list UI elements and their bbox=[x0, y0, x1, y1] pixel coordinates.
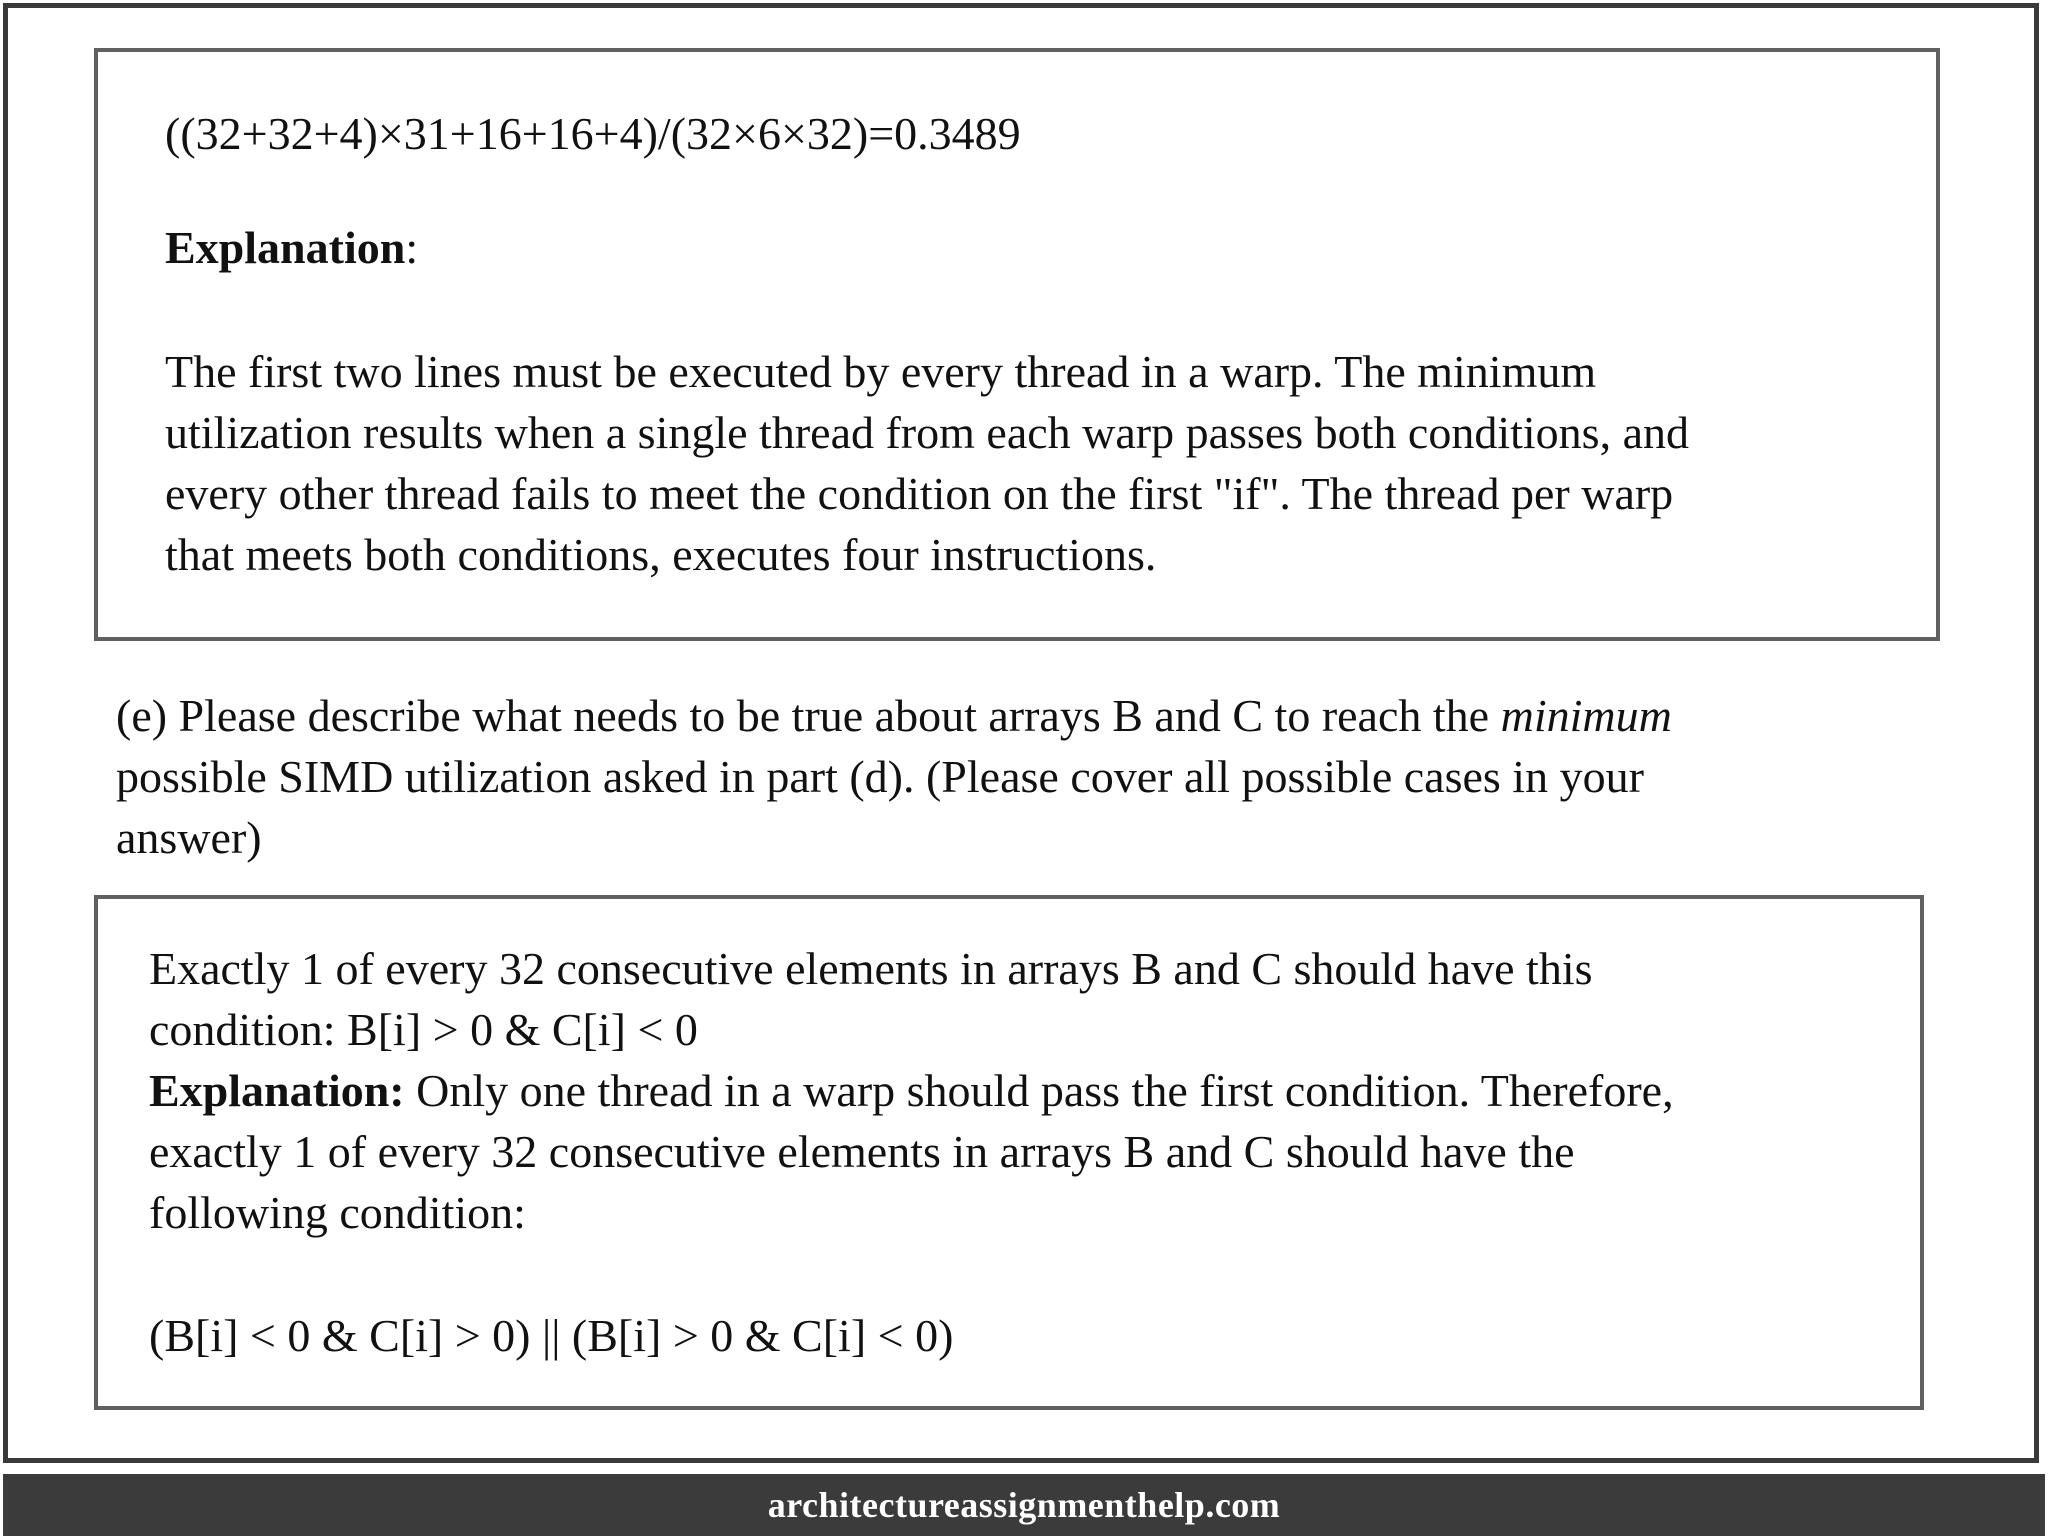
question-e-line bbox=[116, 686, 1672, 746]
explanation-line: that meets both conditions, executes four instructions. bbox=[165, 529, 1157, 580]
answer-d-box bbox=[94, 48, 1940, 641]
answer-e-line: following condition: bbox=[149, 1187, 526, 1238]
explanation-heading bbox=[165, 218, 418, 278]
formula-line: ((32+32+4)×31+16+16+4)/(32×6×32)=0.3489 bbox=[165, 108, 1021, 159]
answer-e-box bbox=[94, 895, 1924, 1410]
explanation-colon: : bbox=[405, 222, 419, 273]
answer-e-line: Exactly 1 of every 32 consecutive elements in arrays B and C should have this bbox=[149, 943, 1593, 994]
question-e-text: (e) Please describe what needs to be true about arrays B and C to reach the bbox=[116, 690, 1501, 741]
question-e-line: answer) bbox=[116, 812, 262, 863]
question-e-emphasis: minimum bbox=[1500, 690, 1672, 741]
answer-e-condition: (B[i] < 0 & C[i] > 0) || (B[i] > 0 & C[i] < 0) bbox=[149, 1310, 954, 1361]
explanation-label: Explanation: bbox=[149, 1065, 405, 1116]
explanation-line: The first two lines must be executed by every thread in a warp. The minimum bbox=[165, 346, 1597, 397]
explanation-label: Explanation bbox=[165, 222, 406, 273]
answer-e-line: condition: B[i] > 0 & C[i] < 0 bbox=[149, 1004, 698, 1055]
explanation-line: utilization results when a single thread from each warp passes both conditions, and bbox=[165, 407, 1689, 458]
question-e-line: possible SIMD utilization asked in part (d). (Please cover all possible cases in your bbox=[116, 751, 1644, 802]
answer-e-text: Only one thread in a warp should pass the first condition. Therefore, bbox=[404, 1065, 1674, 1116]
footer-bar bbox=[3, 1474, 2045, 1536]
answer-e-line: exactly 1 of every 32 consecutive elements in arrays B and C should have the bbox=[149, 1126, 1575, 1177]
explanation-line: every other thread fails to meet the condition on the first "if". The thread per warp bbox=[165, 468, 1674, 519]
answer-e-line bbox=[149, 1061, 1674, 1121]
footer-site-name: architectureassignmenthelp.com bbox=[767, 1485, 1281, 1525]
